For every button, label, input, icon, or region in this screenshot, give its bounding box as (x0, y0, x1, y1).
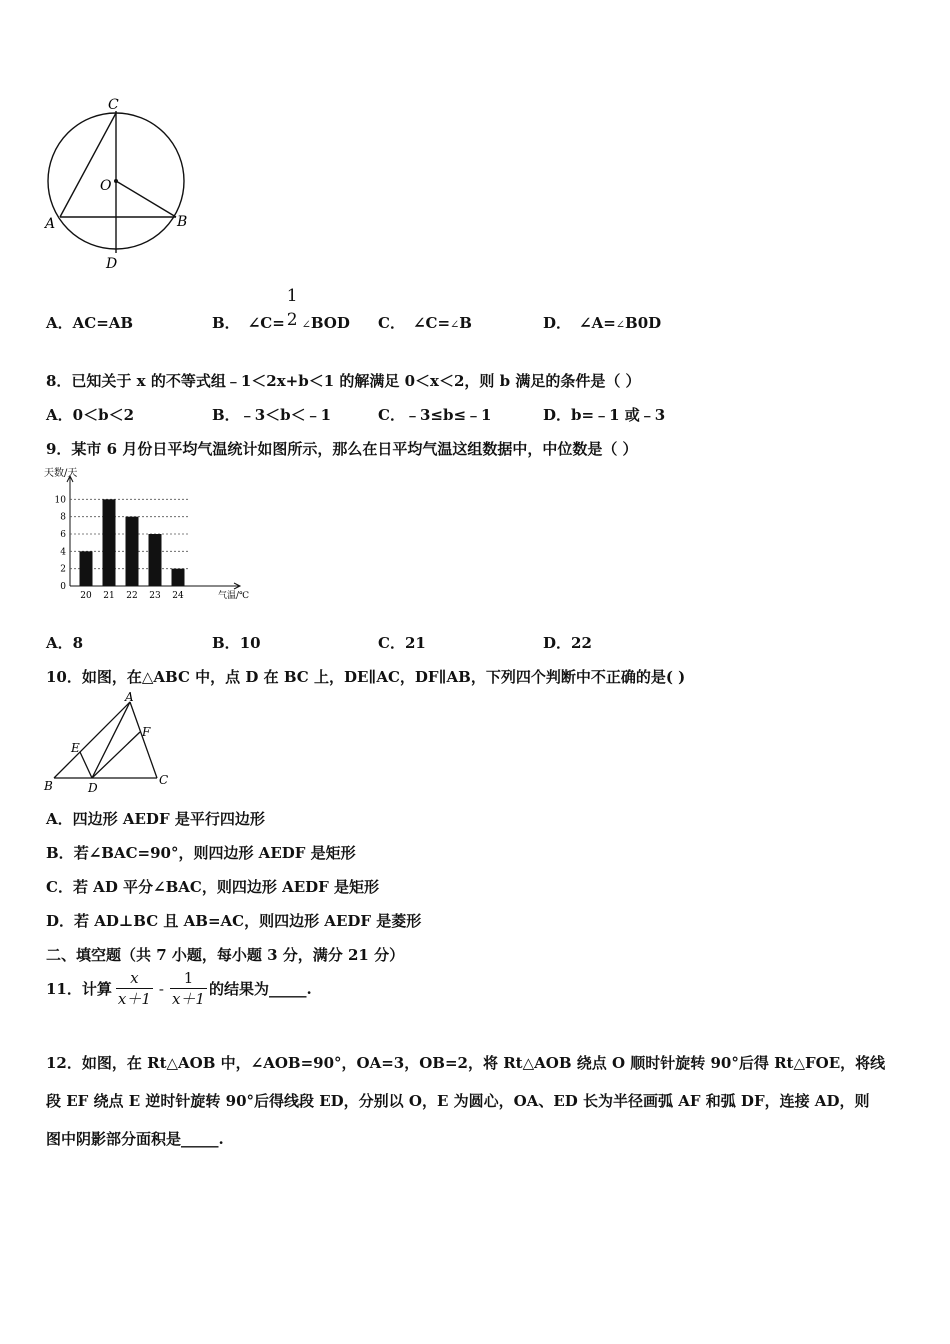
q9-option-d[interactable] (543, 632, 592, 653)
center-point (114, 179, 118, 183)
option-text: ﹣3≤b≤﹣1 (404, 406, 492, 424)
side-ac (130, 702, 157, 778)
circle-figure (40, 95, 200, 275)
label-d: D (88, 781, 98, 795)
option-text: 8 (72, 634, 84, 652)
fraction-2-denominator: x＋1 (171, 990, 205, 1008)
q11 (46, 968, 312, 1009)
segment-ad (92, 702, 130, 778)
label-c: C (159, 773, 169, 787)
bar-24 (172, 569, 185, 586)
fraction-2 (170, 968, 207, 1009)
option-label: A． (46, 810, 73, 828)
q10-option-d[interactable] (46, 910, 421, 931)
option-text: 10 (239, 634, 261, 652)
bar-20 (80, 551, 93, 586)
label-b: B (177, 214, 188, 230)
x-axis-label: 气温/℃ (218, 591, 250, 601)
label-b: B (44, 779, 53, 793)
option-text: 若∠BAC=90°，则四边形 AEDF 是矩形 (73, 844, 356, 862)
segment-df (92, 732, 140, 778)
y-tick-label-8: 8 (60, 512, 66, 523)
q10-option-a[interactable] (46, 808, 265, 829)
y-tick-label-0: 0 (60, 582, 66, 592)
angle-symbol: ∠ (301, 318, 311, 331)
q10-option-c[interactable] (46, 876, 379, 897)
x-tick-label-24: 24 (172, 591, 184, 601)
q8-option-b[interactable] (212, 404, 331, 425)
y-tick-label-10: 10 (54, 495, 66, 506)
bar-22 (126, 517, 139, 586)
option-post: B (459, 314, 472, 332)
label-c: C (108, 97, 119, 113)
q9-option-b[interactable] (212, 632, 261, 653)
option-label: D． (543, 406, 572, 424)
q12-line-3: 图中阴影部分面积是_____. (46, 1130, 224, 1148)
q8-stem: 8．已知关于 x 的不等式组﹣1＜2x+b＜1 的解满足 0＜x＜2，则 b 满足的条件是（ ） (46, 372, 641, 390)
label-d: D (106, 256, 118, 272)
label-e: E (71, 741, 80, 755)
y-tick-label-6: 6 (60, 530, 66, 540)
option-text: AC=AB (72, 314, 134, 332)
option-pre: ∠A= (579, 314, 616, 332)
option-label: B． (212, 634, 240, 652)
fraction-numerator: 1 (286, 286, 298, 306)
x-tick-label-21: 21 (103, 591, 115, 601)
q8-option-a[interactable] (46, 404, 134, 425)
q9-option-a[interactable] (46, 632, 83, 653)
option-label: C． (46, 878, 73, 896)
fraction-2-numerator: 1 (170, 968, 207, 989)
q12-line-1: 12．如图，在 Rt△AOB 中，∠AOB=90°，OA=3，OB=2，将 Rt△AOB 绕点 O 顺时针旋转 90°后得 Rt△FOE，将线 (46, 1054, 886, 1072)
option-label: D． (543, 314, 572, 332)
angle-symbol: ∠ (615, 318, 626, 331)
option-label: C． (378, 314, 405, 332)
option-pre: ∠C= (247, 314, 285, 332)
q8-option-d[interactable] (543, 404, 665, 425)
segment-ca (60, 113, 116, 217)
option-text: ﹣3＜b＜﹣1 (239, 406, 332, 424)
q8-option-c[interactable] (378, 404, 491, 425)
q9-option-c[interactable] (378, 632, 426, 653)
option-label: A． (46, 314, 73, 332)
q7-option-d[interactable] (543, 312, 661, 333)
label-f: F (142, 725, 151, 739)
option-label: D． (46, 912, 75, 930)
fraction-denominator: 2 (286, 310, 298, 330)
y-tick-label-4: 4 (60, 547, 66, 558)
option-label: B． (212, 406, 240, 424)
option-text: 四边形 AEDF 是平行四边形 (72, 810, 265, 828)
fraction-1 (116, 968, 153, 1009)
y-tick-label-2: 2 (60, 564, 66, 575)
fraction-half (285, 286, 300, 330)
q11-pre: 11．计算 (46, 980, 112, 998)
option-label: C． (378, 634, 405, 652)
q7-option-b[interactable] (212, 286, 350, 330)
option-post: BOD (310, 314, 350, 332)
x-tick-label-20: 20 (80, 591, 92, 601)
option-label: B． (212, 314, 240, 332)
option-label: A． (46, 406, 73, 424)
segment-de (80, 752, 92, 778)
angle-symbol: ∠ (450, 318, 460, 331)
x-tick-label-23: 23 (149, 591, 161, 601)
fraction-1-numerator: x (116, 968, 153, 989)
option-label: D． (543, 634, 572, 652)
bar-21 (103, 499, 116, 586)
q7-option-c[interactable] (378, 312, 472, 333)
option-post: B0D (625, 314, 662, 332)
fraction-1-denominator: x＋1 (117, 990, 151, 1008)
minus-sign: - (158, 979, 164, 998)
option-label: A． (46, 634, 73, 652)
triangle-figure (40, 692, 180, 796)
option-text: 若 AD⊥BC 且 AB=AC，则四边形 AEDF 是菱形 (74, 912, 422, 930)
label-o: O (100, 178, 112, 194)
segment-ob (116, 181, 176, 217)
bar-23 (149, 534, 162, 586)
option-label: C． (378, 406, 405, 424)
q7-option-a[interactable] (46, 312, 133, 333)
y-axis-label: 天数/天 (44, 468, 78, 479)
label-a: A (45, 216, 56, 232)
x-tick-label-22: 22 (126, 591, 138, 601)
section-title: 二、填空题（共 7 小题，每小题 3 分，满分 21 分） (46, 946, 405, 964)
bar-chart (40, 462, 250, 607)
side-ba (54, 702, 130, 778)
q10-stem: 10．如图，在△ABC 中，点 D 在 BC 上，DE∥AC，DF∥AB，下列四个判断中不正确的是( ) (46, 668, 686, 686)
option-label: B． (46, 844, 74, 862)
option-text: 0＜b＜2 (72, 406, 135, 424)
q9-stem: 9．某市 6 月份日平均气温统计如图所示，那么在日平均气温这组数据中，中位数是（ ） (46, 440, 638, 458)
option-text: 若 AD 平分∠BAC，则四边形 AEDF 是矩形 (72, 878, 380, 896)
q11-post: 的结果为_____. (208, 980, 312, 998)
option-text: b=﹣1 或﹣3 (571, 406, 666, 424)
q12-line-2: 段 EF 绕点 E 逆时针旋转 90°后得线段 ED，分别以 O，E 为圆心，OA、ED 长为半径画弧 AF 和弧 DF，连接 AD，则 (46, 1092, 870, 1110)
q12 (46, 1044, 906, 1158)
q10-option-b[interactable] (46, 842, 356, 863)
option-pre: ∠C= (412, 314, 451, 332)
label-a: A (125, 692, 134, 704)
option-text: 21 (404, 634, 426, 652)
option-text: 22 (571, 634, 592, 652)
